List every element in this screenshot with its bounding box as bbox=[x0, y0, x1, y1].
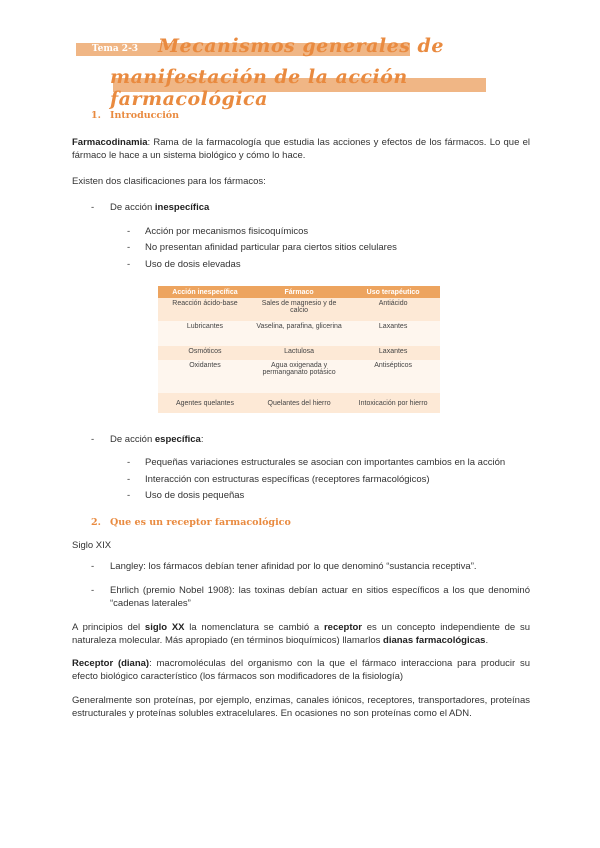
clasificacion-text: Existen dos clasificaciones para los fármacos: bbox=[72, 176, 266, 187]
table-row bbox=[158, 321, 440, 346]
especifica-prefix: De acción bbox=[110, 434, 155, 445]
especifica-item bbox=[110, 433, 203, 446]
section-1-title: Introducción bbox=[110, 110, 180, 121]
receptor-diana-term: Receptor (diana) bbox=[72, 658, 150, 669]
table-header: Uso terapéutico bbox=[346, 286, 440, 298]
siglo-xx-paragraph bbox=[72, 621, 530, 647]
text-span: la nomenclatura se cambió a bbox=[184, 622, 324, 633]
table-cell: Vaselina, parafina, glicerina bbox=[252, 321, 346, 346]
table-cell: Reacción ácido-base bbox=[158, 298, 252, 321]
proteinas-paragraph: Generalmente son proteínas, por ejemplo, enzimas, canales iónicos, receptores, transportadores, proteínas estructurales y proteínas solubles extracelulares. En ocasiones no son proteínas como el ADN. bbox=[72, 695, 530, 719]
text-span: es un concepto independiente de su naturaleza molecular. Más apropiado (en términos bioquímicos) llamarlos bbox=[72, 622, 531, 646]
bullet-dash: - bbox=[127, 474, 131, 485]
table-cell: Antisépticos bbox=[346, 360, 440, 393]
inespecifica-term: inespecífica bbox=[154, 202, 210, 213]
dianas-term: dianas farmacológicas bbox=[383, 635, 486, 646]
farmacodinamia-term: Farmacodinamia bbox=[72, 137, 148, 148]
inespecifica-table bbox=[158, 286, 440, 413]
section-1-number: 1. bbox=[91, 110, 101, 121]
farmacodinamia-paragraph bbox=[72, 136, 530, 162]
text-span: A principios del bbox=[72, 622, 145, 633]
bullet-dash: - bbox=[127, 226, 131, 237]
inespecifica-prefix: De acción bbox=[110, 202, 155, 213]
table-cell: Oxidantes bbox=[158, 360, 252, 393]
especifica-term: específica bbox=[154, 434, 201, 445]
table-row bbox=[158, 298, 440, 321]
receptor-paragraph bbox=[72, 657, 530, 683]
table-cell: Agentes quelantes bbox=[158, 393, 252, 413]
list-item: Acción por mecanismos fisicoquímicos bbox=[145, 226, 309, 237]
table-cell: Lactulosa bbox=[252, 346, 346, 360]
table-cell: Laxantes bbox=[346, 346, 440, 360]
table-cell: Osmóticos bbox=[158, 346, 252, 360]
bullet-dash: - bbox=[127, 259, 131, 270]
table-row bbox=[158, 360, 440, 393]
list-item: Uso de dosis elevadas bbox=[145, 259, 241, 270]
table-cell: Laxantes bbox=[346, 321, 440, 346]
table-cell: Lubricantes bbox=[158, 321, 252, 346]
siglo-xx-term: siglo XX bbox=[144, 622, 185, 633]
table-cell: Intoxicación por hierro bbox=[346, 393, 440, 413]
table-cell: Agua oxigenada y permanganato potásico bbox=[252, 360, 346, 393]
list-item: Pequeñas variaciones estructurales se asocian con importantes cambios en la acción bbox=[145, 457, 506, 468]
receptor-term: receptor bbox=[323, 622, 362, 633]
siglo-xix-heading: Siglo XIX bbox=[72, 540, 112, 551]
section-2-number: 2. bbox=[91, 517, 101, 528]
text-span: . bbox=[485, 635, 489, 646]
list-item: No presentan afinidad particular para ciertos sitios celulares bbox=[145, 242, 397, 253]
bullet-dash: - bbox=[91, 202, 95, 213]
tema-label: Tema 2-3 bbox=[91, 44, 139, 54]
list-item: Interacción con estructuras específicas (receptores farmacológicos) bbox=[145, 474, 430, 485]
section-2-title: Que es un receptor farmacológico bbox=[110, 517, 291, 528]
table-row bbox=[158, 346, 440, 360]
especifica-suffix: : bbox=[200, 434, 204, 445]
table-cell: Sales de magnesio y de calcio bbox=[252, 298, 346, 321]
bullet-dash: - bbox=[127, 242, 131, 253]
ehrlich-item: Ehrlich (premio Nobel 1908): las toxinas debían actuar en sitios específicos a los que denominó “cadenas laterales” bbox=[110, 585, 530, 609]
table-cell: Quelantes del hierro bbox=[252, 393, 346, 413]
page-title-line1: Mecanismos generales de bbox=[158, 35, 444, 57]
bullet-dash: - bbox=[91, 585, 95, 596]
list-item: Uso de dosis pequeñas bbox=[145, 490, 245, 501]
table-header: Acción inespecífica bbox=[158, 286, 252, 298]
bullet-dash: - bbox=[91, 561, 95, 572]
inespecifica-item bbox=[110, 201, 209, 214]
bullet-dash: - bbox=[91, 434, 95, 445]
receptor-definition: : macromoléculas del organismo con la que el fármaco interacciona para producir su efecto biológico característico (los fármacos son modificadores de la fisiología) bbox=[72, 658, 530, 682]
page-title-line2: manifestación de la acción farmacológica bbox=[110, 66, 408, 110]
bullet-dash: - bbox=[127, 490, 131, 501]
table-row bbox=[158, 393, 440, 413]
bullet-dash: - bbox=[127, 457, 131, 468]
table-cell: Antiácido bbox=[346, 298, 440, 321]
farmacodinamia-definition: : Rama de la farmacología que estudia las acciones y efectos de los fármacos. Lo que el fármaco le hace a un sistema biológico y cómo lo hace. bbox=[72, 137, 530, 161]
table-header: Fármaco bbox=[252, 286, 346, 298]
langley-item: Langley: los fármacos debían tener afinidad por lo que denominó “sustancia receptiva”. bbox=[110, 561, 477, 572]
